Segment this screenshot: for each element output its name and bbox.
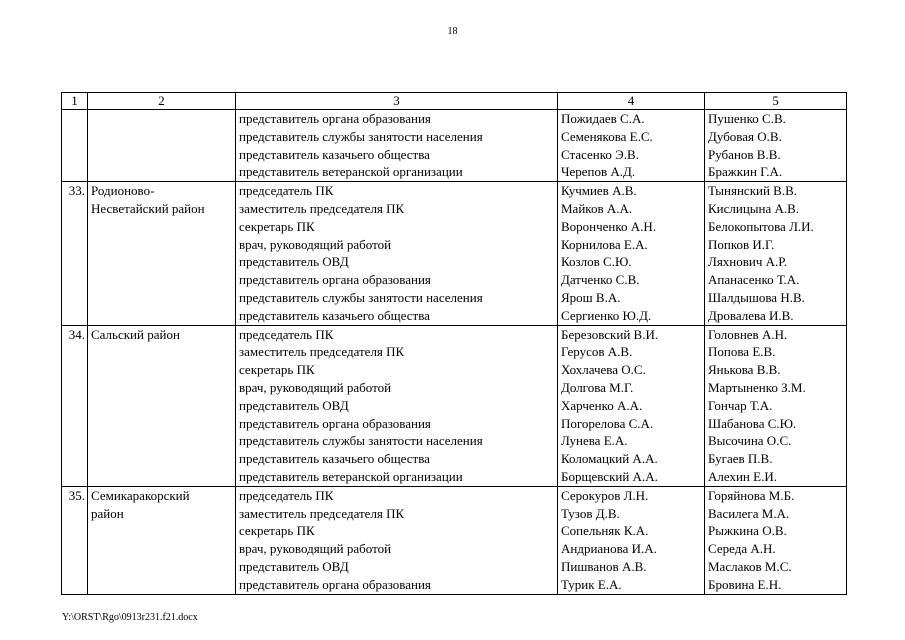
role-line: врач, руководящий работой bbox=[239, 541, 392, 557]
reserves-cell bbox=[705, 110, 847, 182]
role-line: представитель казачьего общества bbox=[239, 451, 430, 467]
reserve-name: Янькова В.В. bbox=[708, 362, 781, 378]
member-name: Сопельняк К.А. bbox=[561, 523, 649, 539]
reserve-name: Дубовая О.В. bbox=[708, 128, 782, 144]
role-line: председатель ПК bbox=[239, 487, 334, 503]
member-name: Долгова М.Г. bbox=[561, 379, 634, 395]
row-number: 33. bbox=[68, 183, 85, 199]
role-line: врач, руководящий работой bbox=[239, 236, 392, 252]
header-col-4: 4 bbox=[558, 93, 705, 110]
member-name: Семенякова Е.С. bbox=[561, 128, 653, 144]
role-line: представитель органа образования bbox=[239, 415, 431, 431]
reserve-name: Головнев А.Н. bbox=[708, 326, 788, 342]
member-name: Пожидаев С.А. bbox=[561, 111, 645, 126]
row-number-cell bbox=[62, 325, 88, 486]
reserve-name: Бровина Е.Н. bbox=[708, 576, 782, 592]
district-cell bbox=[88, 110, 236, 182]
reserve-name: Бугаев П.В. bbox=[708, 451, 773, 467]
header-col-3: 3 bbox=[236, 93, 558, 110]
row-number: 35. bbox=[68, 487, 85, 503]
reserve-name: Пушенко С.В. bbox=[708, 111, 786, 126]
member-name: Серокуров Л.Н. bbox=[561, 487, 649, 503]
members-cell bbox=[558, 182, 705, 325]
district-cell bbox=[88, 182, 236, 325]
reserve-name: Шабанова С.Ю. bbox=[708, 415, 797, 431]
members-cell bbox=[558, 110, 705, 182]
reserve-name: Тынянский В.В. bbox=[708, 183, 798, 199]
role-line: представитель ОВД bbox=[239, 254, 349, 270]
role-line: секретарь ПК bbox=[239, 218, 315, 234]
reserve-name: Белокопытова Л.И. bbox=[708, 218, 814, 234]
role-line: представитель казачьего общества bbox=[239, 307, 430, 323]
row-number: 34. bbox=[68, 326, 85, 342]
roles-cell bbox=[236, 486, 558, 594]
district-line: Родионово- bbox=[91, 183, 155, 199]
reserve-name: Ляхнович А.Р. bbox=[708, 254, 788, 270]
members-cell bbox=[558, 325, 705, 486]
role-line: представитель органа образования bbox=[239, 111, 431, 126]
district-line: Семикаракорский bbox=[91, 487, 190, 503]
reserve-name: Дровалева И.В. bbox=[708, 307, 794, 323]
member-name: Козлов С.Ю. bbox=[561, 254, 632, 270]
reserve-name: Маслаков М.С. bbox=[708, 558, 792, 574]
member-name: Герусов А.В. bbox=[561, 344, 633, 360]
district-line bbox=[91, 110, 232, 128]
member-name: Харченко А.А. bbox=[561, 397, 643, 413]
role-line: представитель ветеранской организации bbox=[239, 468, 463, 484]
reserve-name: Бражкин Г.А. bbox=[708, 164, 783, 180]
member-name: Тузов Д.В. bbox=[561, 505, 620, 521]
header-col-1: 1 bbox=[62, 93, 88, 110]
role-line: представитель службы занятости населения bbox=[239, 128, 483, 144]
reserve-name: Шалдышова Н.В. bbox=[708, 289, 805, 305]
district-line: Сальский район bbox=[91, 326, 180, 342]
member-name: Турик Е.А. bbox=[561, 576, 622, 592]
member-name: Лунева Е.А. bbox=[561, 433, 628, 449]
member-name: Датченко С.В. bbox=[561, 272, 640, 288]
member-name: Ярош В.А. bbox=[561, 289, 621, 305]
table-body bbox=[62, 110, 847, 595]
row-number-cell bbox=[62, 486, 88, 594]
footer-file-path: Y:\ORST\Rgo\0913r231.f21.docx bbox=[62, 612, 198, 623]
district-line: район bbox=[91, 505, 124, 521]
reserve-name: Горяйнова М.Б. bbox=[708, 487, 795, 503]
table-row bbox=[62, 325, 847, 486]
reserve-name: Кислицына А.В. bbox=[708, 200, 800, 216]
reserve-name: Высочина О.С. bbox=[708, 433, 792, 449]
member-name: Майков А.А. bbox=[561, 200, 633, 216]
member-name: Березовский В.И. bbox=[561, 326, 659, 342]
district-cell bbox=[88, 486, 236, 594]
table-row bbox=[62, 486, 847, 594]
reserves-cell bbox=[705, 325, 847, 486]
role-line: представитель службы занятости населения bbox=[239, 289, 483, 305]
reserve-name: Апанасенко Т.А. bbox=[708, 272, 800, 288]
reserve-name: Василега М.А. bbox=[708, 505, 790, 521]
member-name: Стасенко Э.В. bbox=[561, 146, 639, 162]
reserves-cell bbox=[705, 486, 847, 594]
reserve-name: Мартыненко З.М. bbox=[708, 379, 806, 395]
roles-cell bbox=[236, 325, 558, 486]
member-name: Пишванов А.В. bbox=[561, 558, 647, 574]
district-cell bbox=[88, 325, 236, 486]
role-line: заместитель председателя ПК bbox=[239, 505, 405, 521]
row-number-cell bbox=[62, 110, 88, 182]
member-name: Коломацкий А.А. bbox=[561, 451, 658, 467]
role-line: представитель службы занятости населения bbox=[239, 433, 483, 449]
role-line: представитель ОВД bbox=[239, 397, 349, 413]
reserves-cell bbox=[705, 182, 847, 325]
role-line: секретарь ПК bbox=[239, 362, 315, 378]
member-name: Воронченко А.Н. bbox=[561, 218, 657, 234]
reserve-name: Середа А.Н. bbox=[708, 541, 776, 557]
role-line: председатель ПК bbox=[239, 183, 334, 199]
reserve-name: Гончар Т.А. bbox=[708, 397, 773, 413]
commission-table bbox=[61, 92, 847, 595]
roles-cell bbox=[236, 110, 558, 182]
role-line: секретарь ПК bbox=[239, 523, 315, 539]
role-line: представитель органа образования bbox=[239, 576, 431, 592]
roles-cell bbox=[236, 182, 558, 325]
member-name: Андрианова И.А. bbox=[561, 541, 657, 557]
member-name: Погорелова С.А. bbox=[561, 415, 654, 431]
header-col-2: 2 bbox=[88, 93, 236, 110]
member-name: Хохлачева О.С. bbox=[561, 362, 646, 378]
row-number bbox=[65, 110, 85, 128]
header-col-5: 5 bbox=[705, 93, 847, 110]
table-row bbox=[62, 182, 847, 325]
table-row bbox=[62, 110, 847, 182]
reserve-name: Алехин Е.И. bbox=[708, 468, 777, 484]
member-name: Сергиенко Ю.Д. bbox=[561, 307, 652, 323]
reserve-name: Рыжкина О.В. bbox=[708, 523, 787, 539]
role-line: председатель ПК bbox=[239, 326, 334, 342]
row-number-cell bbox=[62, 182, 88, 325]
reserve-name: Рубанов В.В. bbox=[708, 146, 781, 162]
members-cell bbox=[558, 486, 705, 594]
role-line: врач, руководящий работой bbox=[239, 379, 392, 395]
header-row bbox=[62, 93, 847, 110]
page-number: 18 bbox=[447, 26, 458, 37]
reserve-name: Попова Е.В. bbox=[708, 344, 776, 360]
member-name: Борщевский А.А. bbox=[561, 468, 658, 484]
member-name: Черепов А.Д. bbox=[561, 164, 636, 180]
role-line: заместитель председателя ПК bbox=[239, 344, 405, 360]
role-line: представитель ОВД bbox=[239, 558, 349, 574]
role-line: заместитель председателя ПК bbox=[239, 200, 405, 216]
role-line: представитель ветеранской организации bbox=[239, 164, 463, 180]
role-line: представитель казачьего общества bbox=[239, 146, 430, 162]
district-line: Несветайский район bbox=[91, 200, 205, 216]
role-line: представитель органа образования bbox=[239, 272, 431, 288]
reserve-name: Попков И.Г. bbox=[708, 236, 775, 252]
member-name: Кучмиев А.В. bbox=[561, 183, 637, 199]
member-name: Корнилова Е.А. bbox=[561, 236, 648, 252]
